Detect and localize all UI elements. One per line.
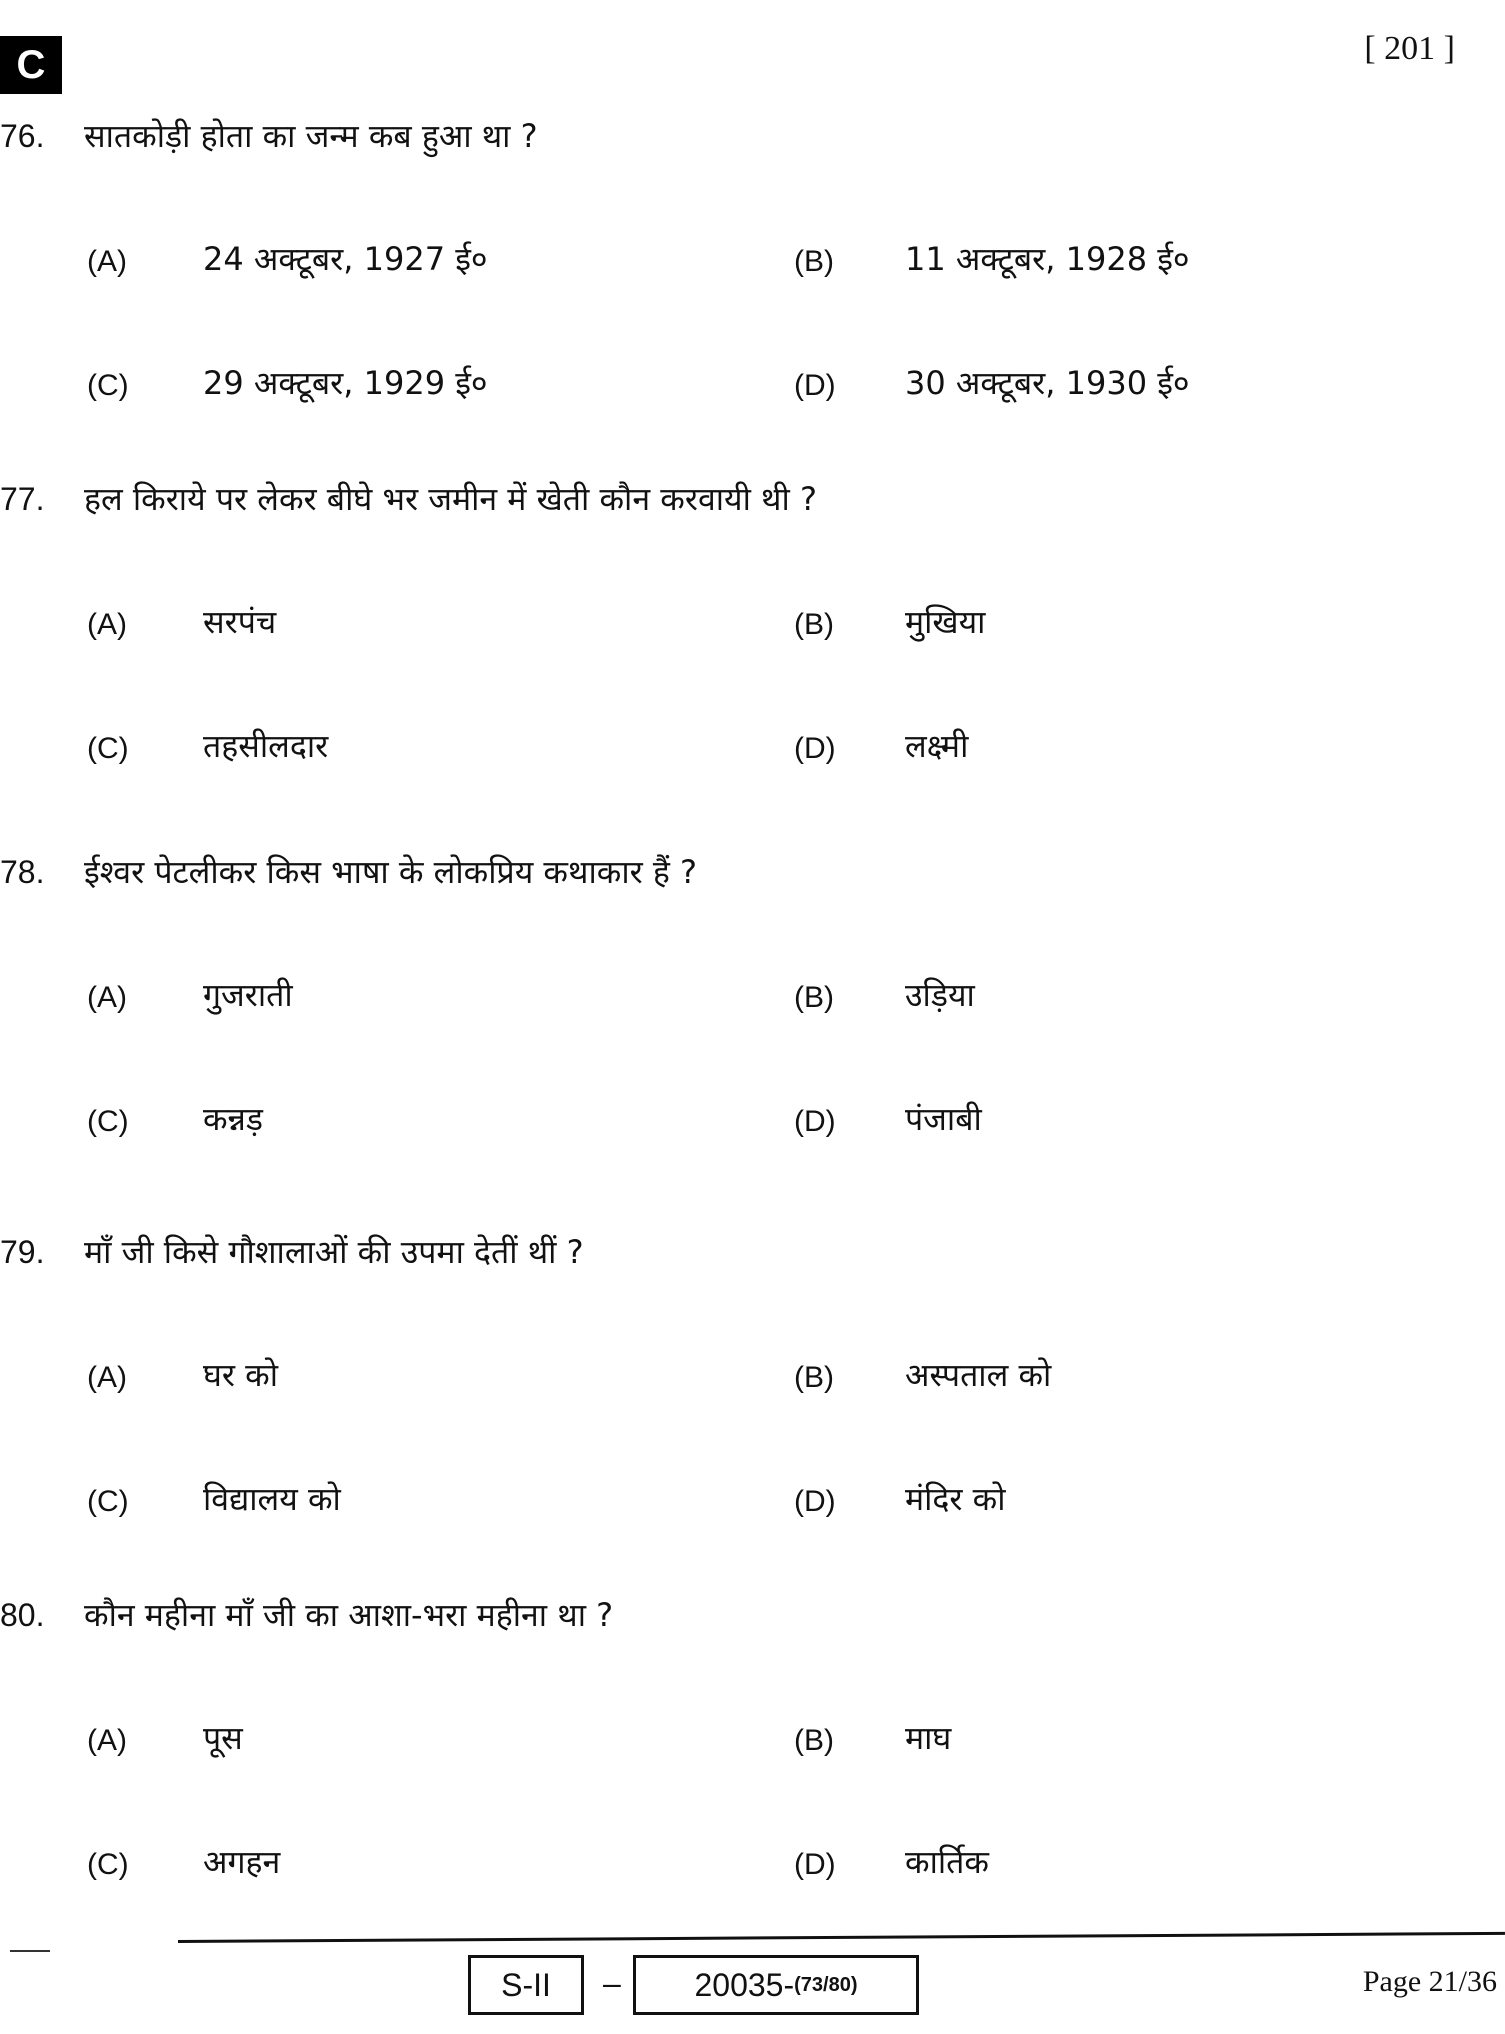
series-label: S-II (501, 1966, 551, 2003)
option-label: (C) (87, 1105, 129, 1138)
question-number: 80. (0, 1597, 45, 1633)
option-label: (A) (87, 981, 127, 1014)
option-label: (C) (87, 369, 129, 402)
option-text: 24 अक्टूबर, 1927 ई० (203, 240, 488, 278)
booklet-code-box (633, 1955, 919, 2015)
option-text: घर को (203, 1356, 279, 1394)
option-text: तहसीलदार (203, 727, 329, 765)
option-label: (B) (794, 608, 834, 641)
option-label: (C) (87, 1848, 129, 1881)
option-label: (D) (794, 1105, 836, 1138)
option-label: (B) (794, 245, 834, 278)
question-text: ईश्वर पेटलीकर किस भाषा के लोकप्रिय कथाकार हैं ? (84, 853, 698, 891)
option-label: (B) (794, 981, 834, 1014)
option-text: लक्ष्मी (905, 727, 969, 765)
option-text: 29 अक्टूबर, 1929 ई० (203, 364, 488, 402)
question-number: 77. (0, 481, 45, 517)
set-label: C (0, 36, 62, 94)
option-label: (D) (794, 732, 836, 765)
option-text: उड़िया (905, 976, 975, 1014)
option-text: कन्नड़ (203, 1100, 263, 1138)
option-text: विद्यालय को (203, 1480, 341, 1518)
question-text: हल किराये पर लेकर बीघे भर जमीन में खेती कौन करवायी थी ? (84, 480, 817, 518)
paper-code: [ 201 ] (1364, 30, 1455, 67)
question-text: कौन महीना माँ जी का आशा-भरा महीना था ? (84, 1596, 614, 1634)
option-text: 30 अक्टूबर, 1930 ई० (905, 364, 1190, 402)
option-label: (A) (87, 1361, 127, 1394)
option-text: कार्तिक (905, 1843, 989, 1881)
question-text: सातकोड़ी होता का जन्म कब हुआ था ? (84, 117, 538, 155)
option-label: (D) (794, 1848, 836, 1881)
option-text: मुखिया (905, 603, 986, 641)
option-label: (A) (87, 1724, 127, 1757)
booklet-code: 20035- (694, 1966, 795, 2003)
page-number: Page 21/36 (1362, 1965, 1497, 1998)
booklet-code-range: (73/80) (794, 1973, 858, 1996)
option-text: 11 अक्टूबर, 1928 ई० (905, 240, 1190, 278)
option-text: गुजराती (203, 976, 293, 1014)
question-number: 76. (0, 118, 45, 154)
option-label: (B) (794, 1724, 834, 1757)
option-label: (A) (87, 608, 127, 641)
question-number: 79. (0, 1234, 45, 1270)
option-label: (C) (87, 1485, 129, 1518)
option-label: (D) (794, 1485, 836, 1518)
footer-divider (178, 1932, 1505, 1943)
divider (10, 1950, 50, 1952)
option-text: मंदिर को (905, 1480, 1006, 1518)
option-text: सरपंच (203, 603, 277, 641)
series-box (468, 1955, 584, 2015)
option-text: पंजाबी (905, 1100, 982, 1138)
option-label: (A) (87, 245, 127, 278)
option-label: (D) (794, 369, 836, 402)
option-text: माघ (905, 1719, 952, 1757)
question-text: माँ जी किसे गौशालाओं की उपमा देतीं थीं ? (84, 1233, 584, 1271)
option-text: अगहन (203, 1843, 281, 1881)
option-label: (B) (794, 1361, 834, 1394)
question-number: 78. (0, 854, 45, 890)
option-text: अस्पताल को (905, 1356, 1052, 1394)
option-text: पूस (203, 1719, 243, 1757)
footer-dash: – (603, 1965, 621, 2001)
option-label: (C) (87, 732, 129, 765)
